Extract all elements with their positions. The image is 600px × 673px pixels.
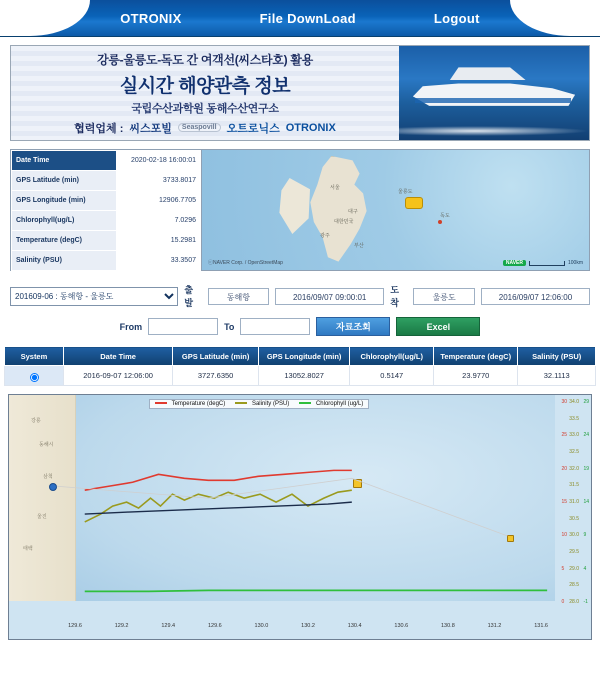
observation-info-table — [11, 150, 201, 271]
axis-sal-tick-12: 28.0 — [569, 598, 579, 605]
legend-swatch-temperature — [155, 402, 167, 404]
info-row-temperature — [12, 231, 201, 251]
banner-partners — [74, 120, 336, 136]
arrival-label: 도착 — [390, 285, 399, 308]
x-tick-7: 130.6 — [394, 623, 409, 629]
axis-chl-tick-0: 29 — [583, 399, 589, 405]
x-tick-0: 129.6 — [68, 623, 82, 629]
partner-seaspovill: 씨스포빌 — [129, 122, 172, 135]
axis-chl-tick-6: -1 — [583, 598, 588, 605]
ferry-wake-shape — [399, 126, 589, 136]
info-key-salinity: Salinity (PSU) — [12, 251, 117, 271]
legend-item-temperature — [155, 401, 225, 407]
banner-title: 실시간 해양관측 정보 — [119, 75, 291, 97]
x-tick-8: 130.8 — [440, 623, 455, 629]
map-label-seoul: 서울 — [330, 185, 340, 191]
map-vessel-marker[interactable] — [406, 198, 422, 208]
col-temperature: Temperature (degC) — [434, 347, 518, 366]
map-label-dokdo: 독도 — [440, 213, 450, 219]
info-value-latitude: 3733.8017 — [117, 171, 201, 191]
axis-temp-tick-2: 20 — [561, 465, 567, 472]
chart-map-label-donghae: 동해시 — [39, 442, 54, 448]
ferry-hull-shape — [413, 76, 575, 110]
nav-file-download[interactable]: File DownLoad — [259, 10, 356, 26]
banner-institute: 국립수산과학원 동해수산연구소 — [131, 102, 279, 115]
axis-temp-tick-1: 25 — [561, 432, 567, 439]
info-key-temperature: Temperature (degC) — [12, 231, 117, 251]
info-value-temperature: 15.2981 — [117, 231, 201, 251]
info-row-chlorophyll — [12, 211, 201, 231]
axis-chl-tick-5: 4 — [583, 565, 587, 572]
nav-links — [0, 0, 600, 36]
col-salinity: Salinity (PSU) — [518, 347, 596, 366]
info-key-chlorophyll: Chlorophyll(ug/L) — [12, 211, 117, 231]
legend-swatch-salinity — [235, 402, 247, 404]
x-tick-4: 130.0 — [254, 623, 269, 629]
map-label-country: 대한민국 — [334, 219, 354, 225]
axis-sal-tick-4: 32.0 — [569, 465, 579, 472]
info-key-latitude: GPS Latitude (min) — [12, 171, 117, 191]
info-row-datetime — [12, 151, 201, 171]
axis-chl-tick-1: 24 — [583, 432, 589, 439]
info-value-chlorophyll: 7.0296 — [117, 211, 201, 231]
chart-series-layer — [9, 395, 591, 639]
info-row-longitude — [12, 191, 201, 211]
legend-item-chlorophyll — [299, 401, 363, 407]
axis-chl-tick-4: 9 — [583, 532, 587, 539]
excel-export-button[interactable]: Excel — [396, 317, 480, 336]
nav-logout[interactable]: Logout — [433, 10, 480, 26]
partner-seaspovill-mark: Seaspovill — [178, 123, 221, 132]
row-chlorophyll: 0.5147 — [350, 366, 434, 386]
row-select-radio[interactable] — [30, 373, 39, 382]
map-point-marker — [438, 220, 442, 224]
axis-chlorophyll — [583, 399, 589, 605]
row-datetime: 2016-09-07 12:06:00 — [63, 366, 172, 386]
axis-sal-tick-1: 33.5 — [569, 415, 579, 422]
x-tick-6: 130.4 — [347, 623, 362, 629]
series-line-salinity — [85, 490, 352, 522]
from-label: From — [119, 321, 143, 332]
date-filter-row — [10, 317, 590, 336]
map-label-gwangju: 광주 — [320, 233, 330, 239]
axis-temp-tick-3: 15 — [561, 498, 567, 505]
departure-time-value: 2016/09/07 09:00:01 — [275, 288, 384, 305]
info-row-latitude — [12, 171, 201, 191]
axis-temp-tick-0: 30 — [561, 399, 567, 405]
x-tick-5: 130.2 — [301, 623, 315, 629]
axis-chl-tick-3: 14 — [583, 498, 589, 505]
partner-otronix-en: OTRONIX — [285, 121, 336, 134]
info-value-longitude: 12906.7705 — [117, 191, 201, 211]
departure-port-value: 동해항 — [208, 288, 270, 305]
table-row[interactable] — [5, 366, 596, 386]
axis-sal-tick-10: 29.0 — [569, 565, 579, 572]
axis-sal-tick-9: 29.5 — [569, 548, 579, 555]
arrival-time-value: 2016/09/07 12:06:00 — [481, 288, 590, 305]
row-temperature: 23.9770 — [434, 366, 518, 386]
axis-sal-tick-7: 30.5 — [569, 515, 579, 522]
info-value-datetime: 2020-02-18 16:00:01 — [117, 151, 201, 171]
col-longitude: GPS Longitude (min) — [258, 347, 349, 366]
x-tick-2: 129.4 — [161, 623, 176, 629]
map-sea-layer — [202, 150, 589, 270]
departure-label: 출발 — [184, 285, 194, 308]
search-button[interactable]: 자료조회 — [316, 317, 390, 336]
map-credit: ⓒNAVER Corp. / OpenStreetMap — [208, 260, 283, 266]
x-tick-3: 129.6 — [207, 623, 222, 629]
axis-sal-tick-5: 31.5 — [569, 482, 579, 489]
results-table — [4, 346, 596, 386]
col-datetime: Date Time — [63, 347, 172, 366]
map-provider-badge: NAVER — [503, 260, 526, 266]
series-line-temperature — [85, 470, 352, 490]
legend-swatch-chlorophyll — [299, 402, 311, 404]
info-key-datetime: Date Time — [12, 151, 117, 171]
partner-otronix-kr: 오트로닉스 — [226, 122, 280, 135]
row-latitude: 3727.6350 — [173, 366, 259, 386]
to-input[interactable] — [240, 318, 310, 335]
axis-temp-tick-5: 5 — [561, 565, 565, 572]
info-key-longitude: GPS Longitude (min) — [12, 191, 117, 211]
route-select[interactable] — [10, 287, 178, 306]
observation-chart[interactable] — [8, 394, 592, 640]
realtime-observation-panel — [10, 149, 590, 271]
row-salinity: 32.1113 — [518, 366, 596, 386]
axis-sal-tick-0: 34.0 — [569, 399, 579, 405]
legend-item-salinity — [235, 401, 289, 407]
banner-ferry-photo — [399, 46, 589, 140]
partner-label: 협력업체 : — [74, 122, 124, 135]
chart-legend — [149, 399, 369, 409]
axis-sal-tick-3: 32.5 — [569, 448, 579, 455]
axis-temp-tick-6: 0 — [561, 598, 565, 605]
axis-sal-tick-2: 33.0 — [569, 432, 579, 439]
site-banner — [10, 45, 590, 141]
ferry-cabin-shape — [443, 66, 529, 80]
col-chlorophyll: Chlorophyll(ug/L) — [350, 347, 434, 366]
axis-sal-tick-6: 31.0 — [569, 498, 579, 505]
x-tick-1: 129.2 — [114, 623, 129, 629]
banner-text-block — [11, 46, 399, 140]
from-input[interactable] — [148, 318, 218, 335]
axis-temp-tick-4: 10 — [561, 532, 567, 539]
map-label-busan: 부산 — [354, 243, 364, 249]
axis-sal-tick-11: 28.5 — [569, 582, 579, 589]
axis-longitude — [68, 623, 555, 637]
x-tick-10: 131.6 — [534, 623, 548, 629]
legend-label-salinity: Salinity (PSU) — [251, 401, 290, 407]
chart-route-guide — [57, 478, 507, 536]
col-system: System — [5, 347, 64, 366]
map-label-daegu: 대구 — [348, 209, 358, 215]
legend-label-chlorophyll: Chlorophyll (ug/L) — [315, 401, 364, 407]
chart-map-label-gangneung: 강릉 — [31, 418, 41, 424]
row-longitude: 13052.8027 — [258, 366, 349, 386]
map-scale-label: 100km — [567, 260, 583, 266]
col-latitude: GPS Latitude (min) — [173, 347, 259, 366]
axis-salinity — [569, 399, 579, 605]
arrival-port-value: 울릉도 — [413, 288, 475, 305]
banner-subtitle: 강릉-울릉도-독도 간 여객선(씨스타호) 활용 — [97, 52, 313, 67]
map-scale-control — [503, 260, 583, 266]
map-label-ulleungdo: 울릉도 — [398, 189, 413, 195]
x-tick-9: 131.2 — [487, 623, 502, 629]
axis-sal-tick-8: 30.0 — [569, 532, 579, 539]
chart-map-label-samcheok: 삼척 — [43, 474, 53, 480]
to-label: To — [224, 321, 235, 332]
row-system-radio-cell[interactable] — [5, 366, 64, 386]
series-line-chlorophyll — [85, 590, 547, 591]
legend-label-temperature: Temperature (degC) — [171, 401, 226, 407]
axis-chl-tick-2: 19 — [583, 465, 589, 472]
results-header-row — [5, 347, 596, 366]
top-navigation-bar — [0, 0, 600, 37]
info-row-salinity — [12, 251, 201, 271]
axis-temperature — [561, 399, 567, 605]
nav-brand[interactable]: OTRONIX — [120, 10, 182, 26]
chart-map-label-taebaek: 태백 — [23, 546, 33, 552]
ferry-stripe-shape — [415, 98, 571, 103]
info-value-salinity: 33.3507 — [117, 251, 201, 271]
overview-map[interactable] — [201, 150, 589, 270]
route-selection-row — [10, 283, 590, 309]
map-scale-bar — [529, 261, 565, 266]
chart-map-label-uljin: 울진 — [37, 514, 47, 520]
